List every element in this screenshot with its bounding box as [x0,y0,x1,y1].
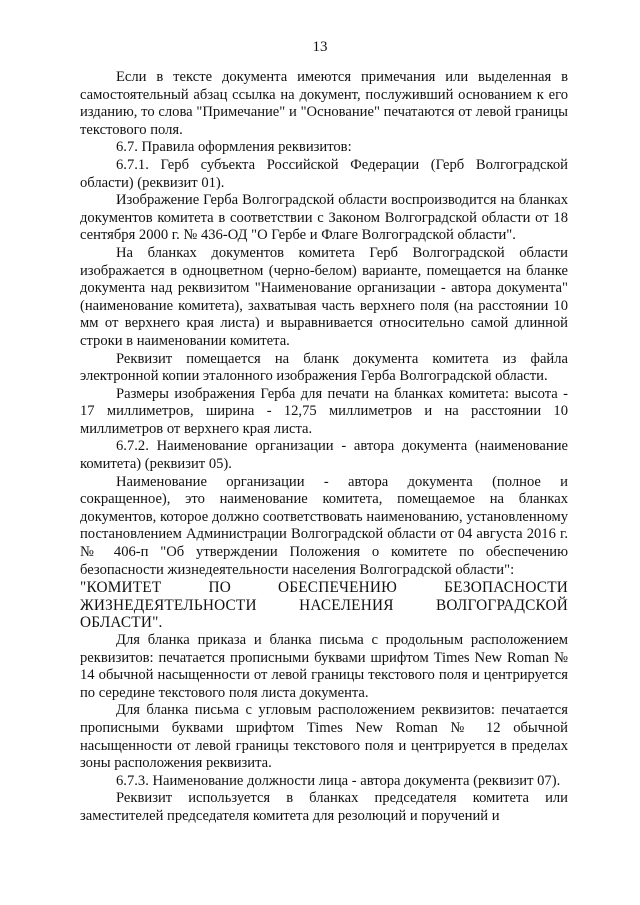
paragraph-organization-name: Наименование организации - автора документа (полное и сокращенное), это наименование комитета, помещаемое на бланках документов, которое должно соответствовать наименованию, установленному постановлением Администрации Волгоградской области от 04 августа 2016 г. № 406-п "Об утверждении Положения о комитете по обеспечению безопасности жизнедеятельности населения Волгоградской области": [80,473,568,578]
paragraph-notes: Если в тексте документа имеются примечания или выделенная в самостоятельный абзац ссылка на документ, послуживший основанием к его изданию, то слова "Примечание" и "Основание" печатаются от левой границы текстового поля. [80,69,568,138]
paragraph-coat-of-arms-size: Размеры изображения Герба для печати на бланках комитета: высота - 17 миллиметров, ширина - 12,75 миллиметров и на расстоянии 10 миллиметров от верхнего края листа. [80,385,568,437]
paragraph-coat-of-arms-placement: На бланках документов комитета Герб Волгоградской области изображается в одноцветном (черно-белом) варианте, помещается на бланке документа над реквизитом "Наименование организации - автора документа" (наименование комитета), захватывая часть верхнего поля (на расстоянии 10 мм от верхнего края листа) и выравнивается относительно самой длинной строки в наименовании комитета. [80,244,568,349]
document-body [80,69,568,826]
subsection-heading-6-7-2: 6.7.2. Наименование организации - автора документа (наименование комитета) (реквизит 05). [80,438,568,473]
paragraph-corner-blank: Для бланка письма с угловым расположением реквизитов: печатается прописными буквами шрифтом Times New Roman № 12 обычной насыщенности от левой границы текстового поля и центрируется в пределах зоны расположения реквизита. [80,702,568,772]
paragraph-coat-of-arms-file: Реквизит помещается на бланк документа комитета из файла электронной копии эталонного изображения Герба Волгоградской области. [80,350,568,385]
page-number: 13 [312,39,328,55]
subsection-heading-6-7-3: 6.7.3. Наименование должности лица - автора документа (реквизит 07). [116,772,561,789]
paragraph-longitudinal-blank: Для бланка приказа и бланка письма с продольным расположением реквизитов: печатается прописными буквами шрифтом Times New Roman № 14 обычной насыщенности от левой границы текстового поля и центрируется по середине текстового поля листа документа. [80,632,568,701]
section-heading-6-7: 6.7. Правила оформления реквизитов: [116,139,352,156]
committee-full-name: "КОМИТЕТ ПО ОБЕСПЕЧЕНИЮ БЕЗОПАСНОСТИ ЖИЗНЕДЕЯТЕЛЬНОСТИ НАСЕЛЕНИЯ ВОЛГОГРАДСКОЙ ОБЛАСТИ". [80,579,568,632]
paragraph-requisite-usage: Реквизит используется в бланках председателя комитета или заместителей председателя комитета для резолюций и поручений и [80,790,568,824]
paragraph-coat-of-arms-law: Изображение Герба Волгоградской области воспроизводится на бланках документов комитета в соответствии с Законом Волгоградской области от 18 сентября 2000 г. № 436-ОД "О Гербе и Флаге Волгоградской области". [80,192,568,244]
subsection-heading-6-7-1: 6.7.1. Герб субъекта Российской Федерации (Герб Волгоградской области) (реквизит 01). [80,156,568,191]
